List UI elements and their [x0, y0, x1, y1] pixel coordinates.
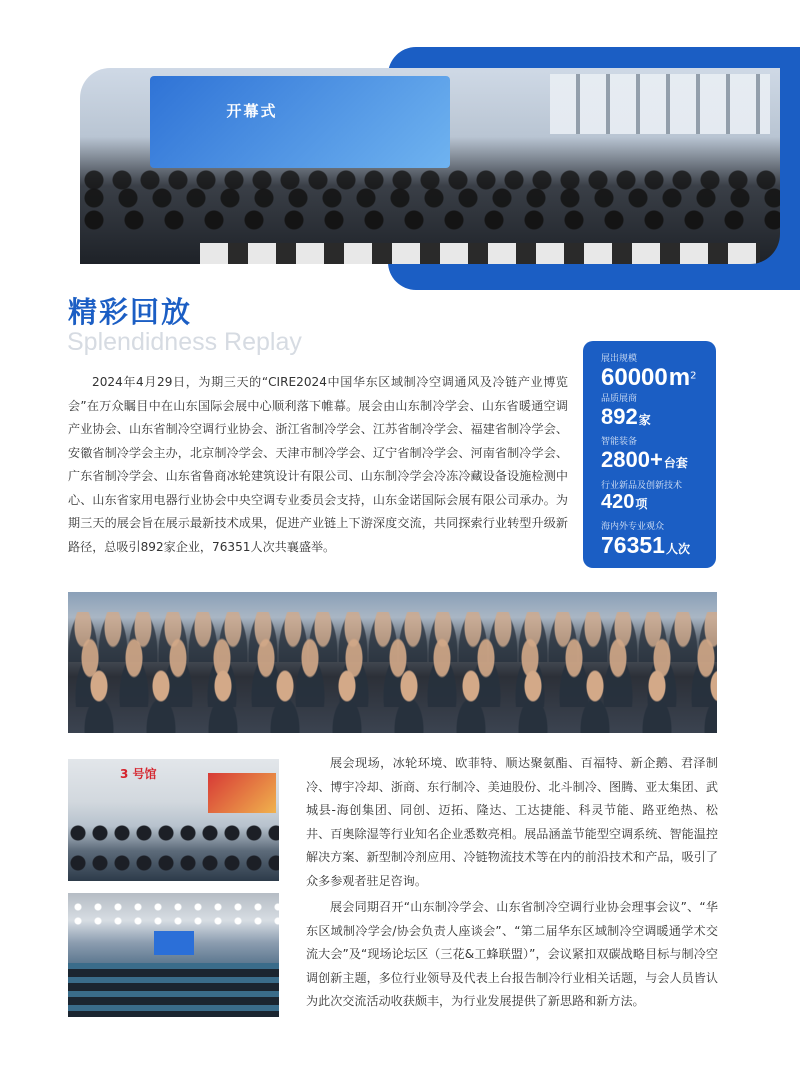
- stat-value: 420: [601, 491, 635, 513]
- hall-windows: [550, 74, 770, 134]
- stat-value: 76351: [601, 532, 665, 558]
- stat-unit: 项: [635, 497, 648, 511]
- visitors-crowd: [68, 819, 279, 881]
- stat-smart-equipment: [601, 434, 688, 473]
- stat-value: 2800+: [601, 447, 663, 472]
- stat-label: 海内外专业观众: [601, 522, 665, 532]
- stat-label: 品质展商: [601, 394, 638, 404]
- intro-paragraph: 2024年4月29日，为期三天的“CIRE2024中国华东区域制冷空调通风及冷链产业博览会”在万众瞩目中在山东国际会展中心顺利落下帷幕。展会由山东制冷学会、山东省暖通空调产业协会、山东省制冷空调行业协会、浙江省制冷学会、江苏省制冷学会、福建省制冷学会、安徽省制冷学会主办，北京制冷学会、天津市制冷学会、辽宁省制冷学会、河南省制冷学会、广东省制冷学会、山东省鲁商冰轮建筑设计有限公司、山东制冷学会冷冻冷藏设备设施检测中心、山东省家用电器行业协会中央空调专业委员会支持，山东金诺国际会展有限公司承办。为期三天的展会旨在展示最新技术成果，促进产业链上下游深度交流，共同探索行业转型升级新路径，总吸引892家企业，76351人次共襄盛举。: [68, 375, 568, 554]
- audience-row: [80, 208, 780, 238]
- stat-exhibitors: [601, 391, 651, 430]
- stat-label: 展出规模: [601, 354, 638, 364]
- stat-value: 892: [601, 404, 638, 429]
- section-title: 精彩回放: [68, 295, 193, 329]
- stat-label: 行业新品及创新技术: [601, 481, 683, 491]
- stat-exhibition-area: [601, 351, 696, 392]
- stage-backdrop: [150, 76, 450, 168]
- stat-label: 智能装备: [601, 437, 638, 447]
- exhibitors-paragraph: 展会现场，冰轮环境、欧菲特、顺达聚氨酯、百福特、新企鹅、君泽制冷、博宇冷却、浙商、东行制冷、美迪股份、北斗制冷、图腾、亚太集团、武城县-海创集团、同创、迈拓、隆达、工达捷能、科灵节能、路亚绝热、松井、百奥除湿等行业知名企业悉数亮相。展品涵盖节能型空调系统、智能温控解决方案、新型制冷剂应用、冷链物流技术等在内的前沿技术和产品，吸引了众多参观者驻足咨询。: [306, 756, 718, 888]
- stat-new-products: [601, 478, 682, 514]
- crowd-layer: [68, 662, 717, 733]
- stat-unit-superscript: 2: [690, 370, 697, 382]
- meetings-paragraph: 展会同期召开“山东制冷学会、山东省制冷空调行业协会理事会议”、“华东区域制冷学会/协会负责人座谈会”、“第二届华东区域制冷空调暖通学术交流大会”及“现场论坛区（三花&工蜂联盟）”，会议紧扣双碳战略目标与制冷空调创新主题，多位行业领导及代表上台报告制冷行业相关话题，与会人员皆认为此次交流活动收获颇丰，为行业发展提供了新思路和新方法。: [306, 900, 718, 1008]
- exhibition-crowd-photo: [68, 592, 717, 733]
- stat-unit: m: [668, 364, 691, 391]
- stage-sign: 开幕式: [226, 102, 278, 120]
- booth-display: [208, 773, 276, 813]
- stat-unit: 台套: [663, 456, 688, 470]
- audience-chairs: [200, 243, 760, 264]
- stat-unit: 家: [638, 413, 651, 427]
- conference-meeting-photo: [68, 893, 279, 1017]
- stat-unit: 人次: [665, 542, 690, 556]
- stat-visitors: [601, 519, 690, 559]
- stats-card: [583, 341, 716, 568]
- presentation-screen: [154, 931, 194, 955]
- ceiling-lights: [68, 897, 279, 927]
- hall-sign: 3 号馆: [120, 767, 157, 781]
- opening-ceremony-photo: [80, 68, 780, 264]
- section-subtitle: Splendidness Replay: [67, 328, 302, 356]
- stat-value: 60000: [601, 364, 668, 391]
- hall-3-photo: [68, 759, 279, 881]
- meeting-seating-rows: [68, 963, 279, 1017]
